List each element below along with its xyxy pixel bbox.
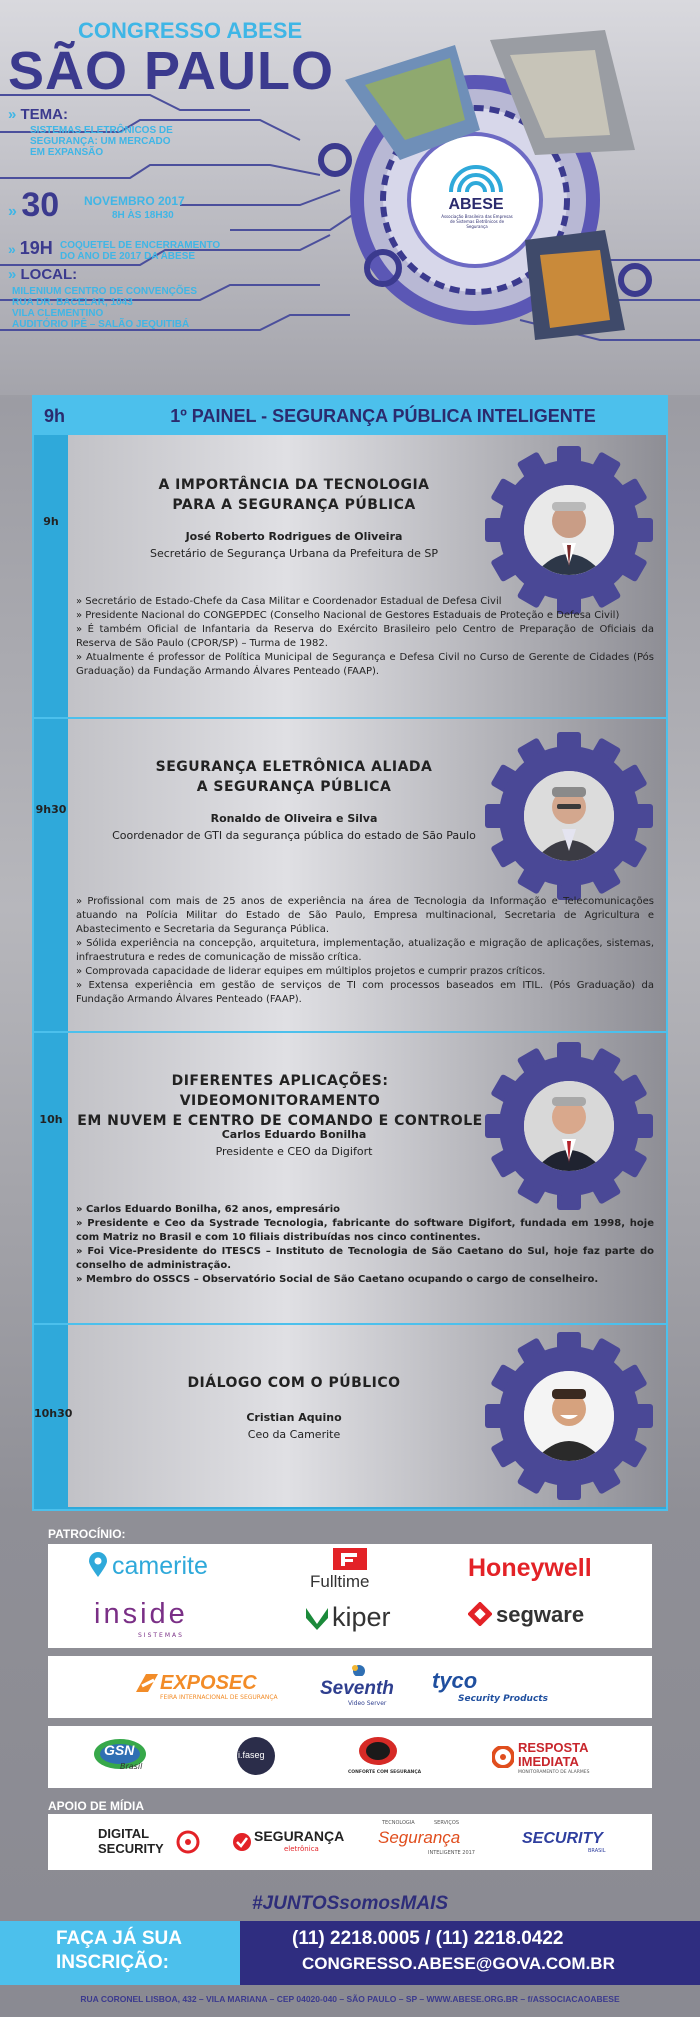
seguranca-eletronica-logo: SEGURANÇA [254, 1828, 345, 1844]
seventh-subtitle: Video Server [348, 1700, 387, 1707]
event-month: NOVEMBRO 2017 [84, 194, 185, 208]
talk-title-line-2: A SEGURANÇA PÚBLICA [196, 779, 392, 795]
talk-title [104, 475, 484, 515]
chevron-right-icon: » [8, 203, 22, 220]
brasil-label: BRASIL [588, 1848, 606, 1854]
bio-item: » Extensa experiência em gestão de serviços de TI com processos baseados em ITIL. (Pós Graduação) da Fundação Armando Álvares Penteado (FAAP). [76, 979, 654, 1007]
talk-time: 9h [43, 515, 59, 528]
local-line-1: MILENIUM CENTRO DE CONVENÇÕES [12, 286, 198, 297]
speaker-name: Ronaldo de Oliveira e Silva [210, 812, 378, 825]
cocktail-hour: 19H [19, 238, 53, 258]
digital-word: DIGITAL [98, 1826, 150, 1841]
seguranca-inteligente-logo: Segurança [378, 1828, 461, 1847]
person-icon [524, 485, 614, 575]
bio-item: » É também Oficial de Infantaria da Reserva do Exército Brasileiro pelo Centro de Preparação de Oficiais da Reserva de São Paulo (CPOR/SP) – Turma de 1982. [76, 623, 654, 651]
tema-label-text: TEMA: [20, 106, 69, 123]
seventh-icon [348, 1662, 370, 1676]
congress-label: CONGRESSO ABESE [78, 18, 303, 43]
imediata-logo: IMEDIATA [518, 1754, 579, 1769]
talk-block [34, 719, 666, 1033]
exposec-subtitle: FEIRA INTERNACIONAL DE SEGURANÇA [160, 1694, 278, 1701]
talk-title-line-1: DIFERENTES APLICAÇÕES: VIDEOMONITORAMENTO [171, 1073, 389, 1109]
bio-item: » Carlos Eduardo Bonilha, 62 anos, empresário [76, 1203, 654, 1217]
inside-logo: inside [94, 1598, 188, 1630]
bio-item: » Sólida experiência na concepção, arquitetura, implementação, atualização e migração de aplicações, sistemas, infraestrutura e redes de comunicação de missão crítica. [76, 937, 654, 965]
talk-block [34, 1033, 666, 1325]
abese-logo-subtitle: Associação Brasileira das Empresas de Sistemas Eletrônicos de Segurança [441, 214, 513, 229]
speaker-bio [76, 1203, 654, 1287]
speaker-photo [524, 485, 614, 575]
footer-address: RUA CORONEL LISBOA, 432 – VILA MARIANA – CEP 04020-040 – SÃO PAULO – SP – WWW.ABESE.ORG.BR – f/ASSOCIACAOABESE [80, 1994, 620, 2004]
speaker-photo [524, 1371, 614, 1461]
sponsors-label: PATROCÍNIO: [48, 1527, 126, 1541]
gsn-logo: GSN [104, 1742, 135, 1758]
chevron-right-icon: » [8, 266, 21, 283]
person-icon [524, 1371, 614, 1461]
local-line-2: RUA DR. BACELAR, 1043 [12, 297, 133, 308]
talk-block [34, 435, 666, 719]
city-title: SÃO PAULO [8, 41, 335, 101]
speaker-role: Secretário de Segurança Urbana da Prefeitura de SP [150, 547, 438, 560]
resposta-icon [492, 1746, 514, 1768]
speaker-role: Ceo da Camerite [247, 1428, 341, 1441]
camerite-pin-icon [88, 1552, 108, 1578]
cta-box [0, 1921, 240, 1985]
talk-title-line-1: SEGURANÇA ELETRÔNICA ALIADA [155, 759, 433, 775]
media-label: APOIO DE MÍDIA [48, 1799, 145, 1813]
exposec-logo: EXPOSEC [160, 1672, 257, 1694]
panel-title: 1º PAINEL - SEGURANÇA PÚBLICA INTELIGENTE [170, 406, 596, 426]
conforte-icon [358, 1736, 398, 1766]
hashtag: #JUNTOSsomosMAIS [251, 1893, 449, 1914]
security-word: SECURITY [98, 1841, 164, 1856]
tema-line-2: SEGURANÇA: UM MERCADO [30, 136, 171, 147]
speaker-name: Cristian Aquino [246, 1411, 342, 1424]
segware-icon [468, 1602, 492, 1626]
bio-item: » Membro do OSSCS – Observatório Social de São Caetano ocupando o cargo de conselheiro. [76, 1273, 654, 1287]
inteligente-label: INTELIGENTE 2017 [428, 1850, 475, 1856]
time-column [34, 1033, 68, 1323]
speaker-name: José Roberto Rodrigues de Oliveira [185, 530, 403, 543]
talk-block [34, 1325, 666, 1507]
kiper-icon [304, 1604, 330, 1630]
resposta-logo: RESPOSTA [518, 1740, 589, 1755]
segware-logo: segware [496, 1602, 585, 1627]
bio-item: » Profissional com mais de 25 anos de experiência na área de Tecnologia da Informação e Telecomunicações atuando na Polícia Militar do Estado de São Paulo, Empresa multinacional, Secretaria de Agricultura e Abastecimento e Secretaria da Segurança Pública. [76, 895, 654, 937]
fulltime-logo: Fulltime [310, 1572, 370, 1591]
digital-security-icon [176, 1830, 200, 1854]
sponsors-row-1 [48, 1544, 652, 1648]
registration-band [0, 1921, 700, 1985]
bio-item: » Foi Vice-Presidente do ITESCS – Instituto de Tecnologia de São Caetano do Sul, hoje faz parte do conselho de administração. [76, 1245, 654, 1273]
fulltime-icon [333, 1548, 367, 1570]
speaker-bio [76, 895, 654, 1007]
chevron-right-icon: » [8, 241, 20, 257]
talk-title-line-2: EM NUVEM E CENTRO DE COMANDO E CONTROLE [77, 1113, 483, 1129]
media-row [48, 1814, 652, 1870]
speaker-bio [76, 595, 654, 679]
person-icon [524, 1081, 614, 1171]
bio-item: » Presidente Nacional do CONGEPDEC (Conselho Nacional de Gestores Estaduais de Proteção e Defesa Civil) [76, 609, 654, 623]
bio-item: » Presidente e Ceo da Systrade Tecnologia, fabricante do software Digifort, fundada em 1998, hoje com Matriz no Brasil e com 10 filiais distribuídas nos cinco continentes. [76, 1217, 654, 1245]
local-line-4: AUDITÓRIO IPÊ – SALÃO JEQUITIBÁ [12, 319, 190, 330]
local-line-3: VILA CLEMENTINO [12, 308, 104, 319]
talk-time: 10h30 [34, 1407, 73, 1420]
schedule-panel [32, 395, 668, 1511]
speaker-role: Coordenador de GTI da segurança pública do estado de São Paulo [112, 829, 476, 842]
cta-line-1: FAÇA JÁ SUA [56, 1928, 182, 1949]
ifaseg-logo: i.faseg [238, 1750, 265, 1760]
cocktail-line-1: COQUETEL DE ENCERRAMENTO [60, 240, 221, 251]
honeywell-logo: Honeywell [468, 1554, 592, 1582]
tecnologia-label: TECNOLOGIA [382, 1820, 415, 1826]
email-link[interactable]: CONGRESSO.ABESE@GOVA.COM.BR [302, 1954, 615, 1973]
time-column [34, 719, 68, 1031]
bio-item: » Atualmente é professor de Política Municipal de Segurança e Defesa Civil no Curso de Gerente de Cidades (Pós Graduação) da Fundação Armando Álvares Penteado (FAAP). [76, 651, 654, 679]
panel-time: 9h [44, 406, 66, 426]
chevron-right-icon: » [8, 106, 21, 123]
talk-title [70, 1071, 490, 1131]
panel-header [34, 397, 666, 435]
local-label [8, 266, 77, 283]
talk-title-line-2: PARA A SEGURANÇA PÚBLICA [172, 497, 416, 513]
speaker-role: Presidente e CEO da Digifort [215, 1145, 373, 1158]
digital-security-logo [98, 1826, 164, 1856]
exposec-icon [134, 1672, 160, 1694]
resposta-subtitle: MONITORAMENTO DE ALARMES [518, 1770, 590, 1775]
tema-label [8, 106, 68, 123]
kiper-logo: kiper [332, 1602, 391, 1632]
tema-line-3: EM EXPANSÃO [30, 147, 104, 158]
event-day-number: 30 [21, 186, 60, 224]
tyco-logo: tyco [432, 1668, 478, 1693]
speaker-name: Carlos Eduardo Bonilha [221, 1128, 367, 1141]
speaker-photo [524, 1081, 614, 1171]
person-icon [524, 771, 614, 861]
event-day [8, 186, 60, 227]
camerite-logo: camerite [112, 1552, 208, 1580]
seventh-logo: Seventh [320, 1678, 394, 1699]
talk-time: 10h [39, 1113, 63, 1126]
conforte-logo-text: CONFORTE COM SEGURANÇA [348, 1770, 422, 1775]
bio-item: » Secretário de Estado-Chefe da Casa Militar e Coordenador Estadual de Defesa Civil [76, 595, 654, 609]
eletronica-subtitle: eletrônica [284, 1845, 319, 1853]
event-header [0, 0, 700, 395]
cta-line-2: INSCRIÇÃO: [56, 1952, 169, 1973]
phone-numbers[interactable]: (11) 2218.0005 / (11) 2218.0422 [292, 1928, 564, 1949]
abese-logo-text: ABESE [448, 196, 504, 213]
seguranca-eletronica-icon [232, 1832, 252, 1852]
talk-time: 9h30 [35, 803, 67, 816]
sponsors-row-3 [48, 1726, 652, 1788]
speaker-photo [524, 771, 614, 861]
talk-title [104, 757, 484, 797]
cocktail-time [8, 238, 53, 259]
servicos-label: SERVIÇOS [434, 1820, 460, 1826]
talk-title-line-1: A IMPORTÂNCIA DA TECNOLOGIA [158, 477, 430, 493]
event-hours: 8H ÀS 18H30 [112, 210, 174, 221]
local-label-text: LOCAL: [20, 266, 78, 283]
sponsors-row-2 [48, 1656, 652, 1718]
security-brasil-logo: SECURITY [522, 1830, 603, 1847]
bio-item: » Comprovada capacidade de liderar equipes em múltiplos projetos e cumprir prazos críticos. [76, 965, 654, 979]
time-column [34, 435, 68, 717]
cocktail-line-2: DO ANO DE 2017 DA ABESE [60, 251, 196, 262]
abese-logo-icon [446, 162, 506, 196]
tyco-subtitle: Security Products [458, 1694, 548, 1704]
gsn-subtitle: Brasil [120, 1762, 143, 1771]
talk-title [104, 1373, 484, 1393]
inside-subtitle: SISTEMAS [138, 1632, 184, 1639]
talk-title-line-1: DIÁLOGO COM O PÚBLICO [187, 1375, 401, 1391]
tema-line-1: SISTEMAS ELETRÔNICOS DE [30, 125, 173, 136]
